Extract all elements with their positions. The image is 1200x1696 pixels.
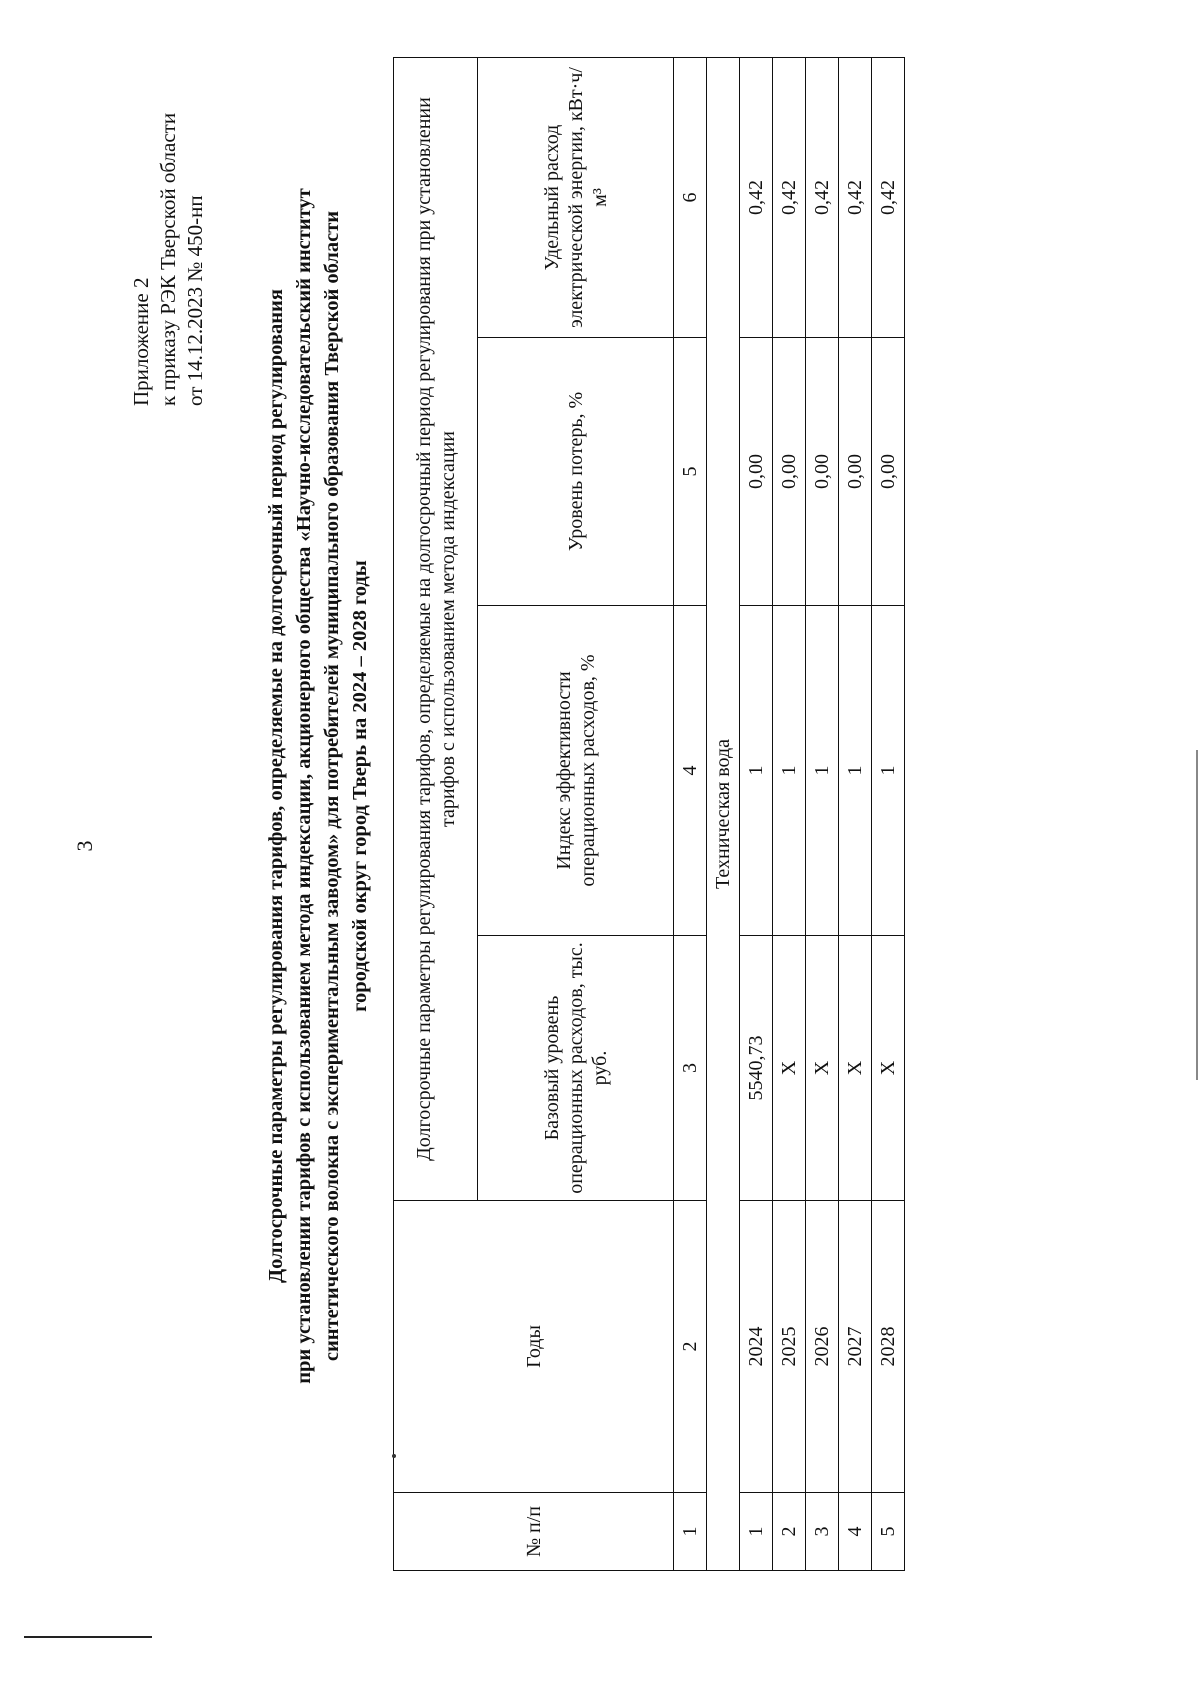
section-row (707, 57, 740, 1570)
signature-line (24, 1636, 152, 1638)
cell-losses: 0,00 (872, 338, 905, 606)
header-efficiency: Индекс эффективности операционных расходов, % (478, 606, 674, 936)
header-base-level: Базовый уровень операционных расходов, тыс. руб. (478, 936, 674, 1201)
header-row-group (394, 57, 478, 1570)
cell-base: X (773, 936, 806, 1201)
title-line-2: при установлении тарифов с использованием метода индексации, акционерного общества «Научно-исследовательский институт (293, 188, 315, 1384)
cell-losses: 0,00 (806, 338, 839, 606)
column-number: 5 (674, 338, 707, 606)
scan-edge-mark (1196, 750, 1198, 1080)
cell-energy: 0,42 (839, 57, 872, 337)
table-row (839, 57, 872, 1570)
header-years: Годы (394, 1201, 674, 1493)
title-line-1: Долгосрочные параметры регулирования тарифов, определяемые на долгосрочный период регулирования (265, 289, 287, 1283)
parameters-table (393, 57, 905, 1571)
cell-efficiency: 1 (740, 606, 773, 936)
cell-efficiency: 1 (872, 606, 905, 936)
cell-energy: 0,42 (740, 57, 773, 337)
column-number: 2 (674, 1201, 707, 1493)
cell-losses: 0,00 (839, 338, 872, 606)
column-number-row (674, 57, 707, 1570)
table-row (773, 57, 806, 1570)
cell-base: 5540,73 (740, 936, 773, 1201)
cell-year: 2024 (740, 1201, 773, 1493)
column-number: 3 (674, 936, 707, 1201)
header-energy: Удельный расход электрической энергии, кВт·ч/м³ (478, 57, 674, 337)
table-row (740, 57, 773, 1570)
cell-efficiency: 1 (773, 606, 806, 936)
cell-efficiency: 1 (806, 606, 839, 936)
table-row (806, 57, 839, 1570)
table-row (872, 57, 905, 1570)
cell-year: 2028 (872, 1201, 905, 1493)
cell-year: 2025 (773, 1201, 806, 1493)
cell-base: X (872, 936, 905, 1201)
cell-energy: 0,42 (773, 57, 806, 337)
cell-num: 1 (740, 1493, 773, 1571)
cell-year: 2026 (806, 1201, 839, 1493)
document-title (262, 96, 374, 1476)
annex-line-1: Приложение 2 (129, 277, 153, 406)
cell-losses: 0,00 (740, 338, 773, 606)
annex-line-3: от 14.12.2023 № 450-нп (183, 195, 207, 406)
header-group: Долгосрочные параметры регулирования тарифов, определяемые на долгосрочный период регулирования при установлении тарифов с использованием метода индексации (394, 57, 478, 1200)
cell-energy: 0,42 (806, 57, 839, 337)
cell-num: 3 (806, 1493, 839, 1571)
title-line-3: синтетического волокна с экспериментальным заводом» для потребителей муниципального образования Тверской области (321, 210, 343, 1362)
cell-num: 4 (839, 1493, 872, 1571)
cell-year: 2027 (839, 1201, 872, 1493)
annex-header (128, 46, 209, 406)
cell-num: 5 (872, 1493, 905, 1571)
section-title: Техническая вода (707, 57, 740, 1570)
title-line-4: городской округ город Тверь на 2024 – 2028 годы (349, 560, 371, 1012)
page-number: 3 (72, 840, 97, 852)
header-num: № п/п (394, 1493, 674, 1571)
cell-base: X (839, 936, 872, 1201)
annex-line-2: к приказу РЭК Тверской области (156, 112, 180, 406)
column-number: 1 (674, 1493, 707, 1571)
cell-base: X (806, 936, 839, 1201)
column-number: 4 (674, 606, 707, 936)
scan-dot (392, 1454, 396, 1458)
header-losses: Уровень потерь, % (478, 338, 674, 606)
cell-num: 2 (773, 1493, 806, 1571)
cell-energy: 0,42 (872, 57, 905, 337)
cell-efficiency: 1 (839, 606, 872, 936)
column-number: 6 (674, 57, 707, 337)
cell-losses: 0,00 (773, 338, 806, 606)
